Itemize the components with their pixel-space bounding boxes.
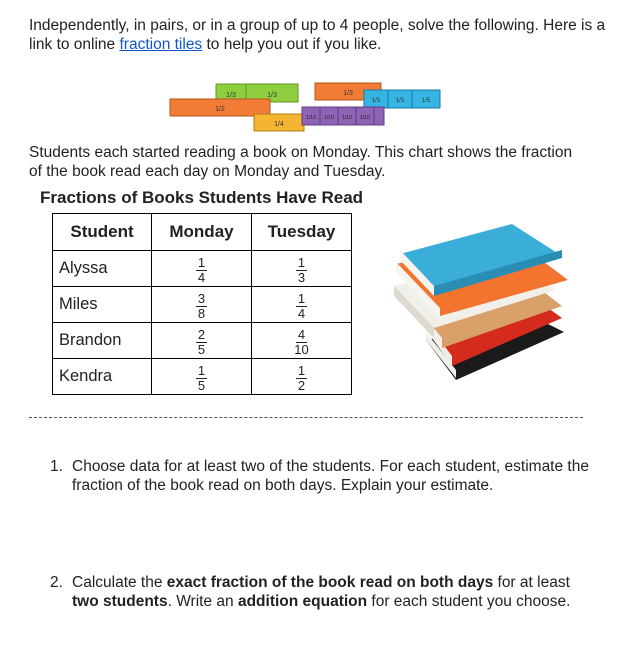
header-tuesday: Tuesday [252, 214, 352, 251]
student-name: Alyssa [53, 251, 152, 287]
monday-fraction [152, 287, 252, 323]
denominator: 4 [197, 270, 206, 285]
fraction-tiles-link[interactable]: fraction tiles [119, 36, 203, 53]
tile-green-label-1: 1/3 [226, 92, 236, 99]
tile-purple-5 [374, 107, 384, 125]
tile-purple-label-4: 1/10 [360, 115, 370, 121]
table-title: Fractions of Books Students Have Read [40, 188, 364, 207]
intro-text-end: to help you out if you like. [202, 36, 382, 53]
tile-orange-right-label: 1/3 [343, 90, 353, 97]
tile-teal-label-1: 1/5 [371, 98, 381, 104]
tile-green-label-2: 1/3 [267, 92, 277, 99]
numerator: 1 [197, 363, 206, 378]
monday-fraction [152, 359, 252, 395]
tile-teal-label-3: 1/5 [421, 98, 431, 104]
tile-orange-left-label: 1/2 [215, 106, 225, 113]
numerator: 1 [297, 291, 306, 306]
numerator: 1 [297, 363, 306, 378]
table-header-row [53, 214, 352, 251]
monday-fraction [152, 323, 252, 359]
tuesday-fraction [252, 251, 352, 287]
numerator: 3 [197, 291, 206, 306]
table-row [53, 251, 352, 287]
tile-purple-label-2: 1/10 [324, 115, 334, 121]
tuesday-fraction [252, 323, 352, 359]
numerator: 4 [297, 327, 306, 342]
denominator: 3 [297, 270, 306, 285]
tile-purple-label-3: 1/10 [342, 115, 352, 121]
dashed-divider [29, 417, 583, 418]
tile-teal-label-2: 1/5 [395, 98, 405, 104]
story-paragraph: Students each started reading a book on Monday. This chart shows the fraction of the book read each day on Monday and Tuesday. [29, 144, 573, 180]
books-stack-image [386, 220, 572, 386]
text-run: for each student you choose. [367, 593, 571, 610]
question-2 [50, 573, 598, 611]
numerator: 1 [197, 255, 206, 270]
intro-paragraph [29, 16, 609, 54]
header-monday: Monday [152, 214, 252, 251]
student-name: Miles [53, 287, 152, 323]
text-run: . Write an [167, 593, 238, 610]
table-row [53, 287, 352, 323]
bold-run: exact fraction of the book read on both days [166, 574, 494, 591]
student-name: Kendra [53, 359, 152, 395]
question-list-1 [50, 457, 598, 495]
denominator: 5 [197, 378, 206, 393]
question-list-2 [50, 573, 598, 611]
denominator: 10 [294, 342, 309, 357]
tuesday-fraction [252, 359, 352, 395]
question-text: Choose data for at least two of the students. For each student, estimate the fraction of the book read on both days. Explain your estimate. [72, 458, 589, 494]
fraction-tiles-image [168, 80, 444, 136]
denominator: 5 [197, 342, 206, 357]
numerator: 1 [297, 255, 306, 270]
denominator: 4 [297, 306, 306, 321]
tuesday-fraction [252, 287, 352, 323]
denominator: 8 [197, 306, 206, 321]
question-text [72, 574, 570, 610]
question-number: 2. [50, 574, 63, 591]
question-number: 1. [50, 458, 63, 475]
table-row [53, 359, 352, 395]
monday-fraction [152, 251, 252, 287]
bold-run: two students [72, 593, 168, 610]
header-student: Student [53, 214, 152, 251]
bold-run: addition equation [237, 593, 368, 610]
numerator: 2 [197, 327, 206, 342]
table-row [53, 323, 352, 359]
student-name: Brandon [53, 323, 152, 359]
text-run: for at least [493, 574, 570, 591]
text-run: Calculate the [72, 574, 167, 591]
denominator: 2 [297, 378, 306, 393]
fractions-table [52, 213, 352, 395]
tile-purple-label-1: 1/10 [306, 115, 316, 121]
question-1 [50, 457, 598, 495]
tile-yellow-label: 1/4 [274, 121, 284, 128]
intro-text: Independently, in pairs, or in a group of up to 4 people, solve the following. Here is a link to online [29, 17, 606, 53]
